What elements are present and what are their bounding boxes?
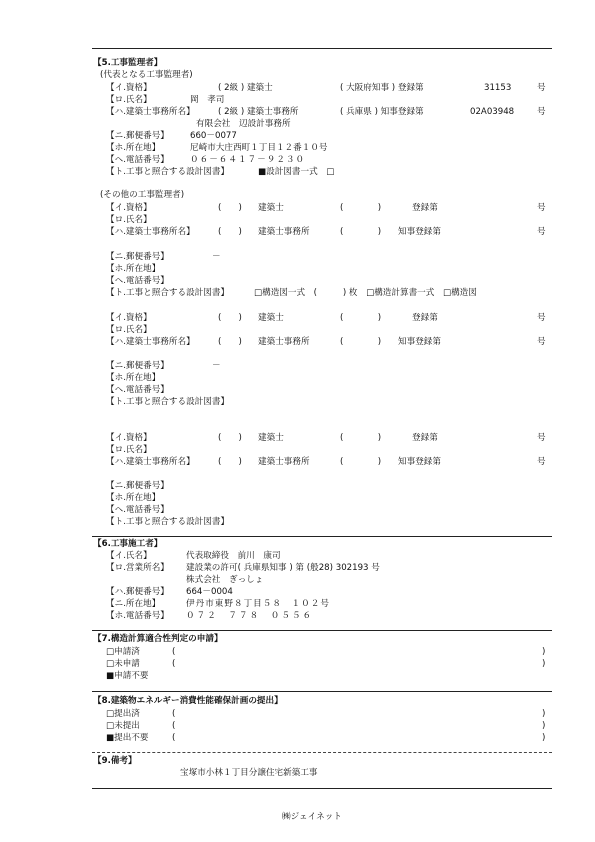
b4-office-type: 建築士事務所: [258, 457, 310, 467]
b3-qual-type: 建築士: [258, 313, 284, 323]
s6-biz-label: 【ロ.営業所名】: [106, 563, 169, 573]
s8-paren-close-1: ): [542, 709, 546, 719]
s7-paren-open-1: (: [172, 647, 176, 657]
b3-docs-label: 【ト.工事と照合する設計図書】: [106, 397, 230, 407]
b4-office-unit: 号: [537, 457, 546, 467]
s8-option-not-submitted: □未提出: [106, 721, 140, 731]
b2-qual-label: 【イ.資格】: [106, 203, 152, 213]
rep-name-value: 岡 孝司: [190, 95, 225, 105]
s8-paren-open-2: (: [172, 721, 176, 731]
s8-paren-open-1: (: [172, 709, 176, 719]
section8-heading: 【8.建築物エネルギー消費性能確保計画の提出】: [93, 696, 283, 706]
b2-docs-value: □構造図一式 ( ) 枚 □構造計算書一式 □構造図: [254, 288, 477, 298]
section7-heading: 【7.構造計算適合性判定の申請】: [93, 634, 223, 644]
b3-addr-label: 【ホ.所在地】: [106, 373, 161, 383]
b4-office-reg: 知事登録第: [398, 457, 441, 467]
b3-office-paren: ( ): [218, 337, 242, 347]
b2-office-pref-paren: ( ): [340, 227, 382, 237]
footer-company: ㈱ジェイネット: [282, 812, 342, 822]
rep-qual-unit: 号: [537, 83, 546, 93]
b3-zip-value: －: [212, 361, 221, 371]
b2-qual-reg: 登録第: [412, 203, 438, 213]
b2-qual-paren: ( ): [218, 203, 242, 213]
s7-paren-close-2: ): [542, 659, 546, 669]
section6-heading: 【6.工事施工者】: [93, 539, 163, 549]
s8-option-unnecessary: ■提出不要: [106, 733, 149, 743]
s6-addr-value: 伊丹市東野８丁目５８ １０２号: [186, 599, 330, 609]
b3-zip-label: 【ニ.郵便番号】: [106, 361, 169, 371]
s6-tel-value: ０７２ ７７８ ０５５６: [186, 611, 314, 621]
b2-office-reg: 知事登録第: [398, 227, 441, 237]
rep-office-number: 02A03948: [470, 107, 515, 117]
b2-office-type: 建築士事務所: [258, 227, 310, 237]
b2-qual-reg-paren: ( ): [340, 203, 382, 213]
b3-qual-label: 【イ.資格】: [106, 313, 152, 323]
rep-name-label: 【ロ.氏名】: [106, 95, 152, 105]
b3-office-label: 【ハ.建築士事務所名】: [106, 337, 195, 347]
b3-qual-reg: 登録第: [412, 313, 438, 323]
section9-rule: [92, 752, 552, 753]
section5-heading: 【5.工事監理者】: [93, 58, 163, 68]
b4-office-pref-paren: ( ): [340, 457, 382, 467]
s8-paren-open-3: (: [172, 733, 176, 743]
section7-rule: [92, 630, 552, 631]
b4-qual-paren: ( ): [218, 433, 242, 443]
b2-zip-value: －: [212, 252, 221, 262]
rep-zip-value: 660－0077: [190, 131, 237, 141]
b2-qual-type: 建築士: [258, 203, 284, 213]
b4-name-label: 【ロ.氏名】: [106, 445, 152, 455]
rep-office-grade: ( 2級 ) 建築士事務所: [218, 107, 299, 117]
b2-office-label: 【ハ.建築士事務所名】: [106, 227, 195, 237]
b2-name-label: 【ロ.氏名】: [106, 215, 152, 225]
s6-addr-label: 【ニ.所在地】: [106, 599, 161, 609]
b4-qual-reg-paren: ( ): [340, 433, 382, 443]
rep-addr-label: 【ホ.所在地】: [106, 143, 161, 153]
rep-office-label: 【ハ.建築士事務所名】: [106, 107, 195, 117]
rep-office-unit: 号: [537, 107, 546, 117]
b4-tel-label: 【ヘ.電話番号】: [106, 505, 169, 515]
rep-qual-grade: ( 2級 ) 建築士: [218, 83, 273, 93]
s8-paren-close-2: ): [542, 721, 546, 731]
s8-option-submitted: □提出済: [106, 709, 140, 719]
s8-paren-close-3: ): [542, 733, 546, 743]
b2-office-unit: 号: [537, 227, 546, 237]
s6-biz-company: 株式会社 ぎっしょ: [186, 575, 264, 585]
b4-office-label: 【ハ.建築士事務所名】: [106, 457, 195, 467]
top-rule: [92, 48, 552, 49]
b3-office-reg: 知事登録第: [398, 337, 441, 347]
b2-tel-label: 【ヘ.電話番号】: [106, 276, 169, 286]
bottom-rule: [92, 788, 552, 789]
s6-tel-label: 【ホ.電話番号】: [106, 611, 169, 621]
b4-qual-unit: 号: [537, 433, 546, 443]
b4-qual-label: 【イ.資格】: [106, 433, 152, 443]
rep-docs-label: 【ト.工事と照合する設計図書】: [106, 167, 230, 177]
b2-qual-unit: 号: [537, 203, 546, 213]
b4-qual-reg: 登録第: [412, 433, 438, 443]
rep-tel-label: 【ヘ.電話番号】: [106, 155, 169, 165]
b4-office-paren: ( ): [218, 457, 242, 467]
section9-heading: 【9.備考】: [93, 756, 137, 766]
b2-zip-label: 【ニ.郵便番号】: [106, 252, 169, 262]
rep-addr-value: 尼崎市大庄西町１丁目１２番１０号: [190, 143, 328, 153]
s7-paren-close-1: ): [542, 647, 546, 657]
s6-name-value: 代表取締役 前川 康司: [186, 551, 281, 561]
b3-qual-paren: ( ): [218, 313, 242, 323]
b4-qual-type: 建築士: [258, 433, 284, 443]
b2-office-paren: ( ): [218, 227, 242, 237]
b3-tel-label: 【ヘ.電話番号】: [106, 385, 169, 395]
s7-option-unnecessary: ■申請不要: [106, 671, 149, 681]
section8-rule: [92, 691, 552, 692]
rep-tel-value: ０６－６４１７－９２３０: [190, 155, 306, 165]
rep-qual-label: 【イ.資格】: [106, 83, 152, 93]
b3-office-pref-paren: ( ): [340, 337, 382, 347]
s6-name-label: 【イ.氏名】: [106, 551, 152, 561]
b4-addr-label: 【ホ.所在地】: [106, 493, 161, 503]
s6-zip-value: 664－0004: [186, 587, 233, 597]
rep-docs-value: ■設計図書一式 □: [258, 167, 335, 177]
s6-zip-label: 【ハ.郵便番号】: [106, 587, 169, 597]
b3-qual-unit: 号: [537, 313, 546, 323]
b4-zip-label: 【ニ.郵便番号】: [106, 481, 169, 491]
s6-biz-value: 建設業の許可( 兵庫県知事 ) 第 (般28) 302193 号: [186, 563, 380, 573]
b3-office-type: 建築士事務所: [258, 337, 310, 347]
s7-paren-open-2: (: [172, 659, 176, 669]
rep-office-pref: ( 兵庫県 ) 知事登録第: [340, 107, 424, 117]
rep-office-company: 有限会社 辺設計事務所: [196, 119, 291, 129]
rep-qual-number: 31153: [484, 83, 512, 93]
b3-name-label: 【ロ.氏名】: [106, 325, 152, 335]
b4-docs-label: 【ト.工事と照合する設計図書】: [106, 517, 230, 527]
s7-option-not-applied: □未申請: [106, 659, 140, 669]
b2-addr-label: 【ホ.所在地】: [106, 264, 161, 274]
b3-office-unit: 号: [537, 337, 546, 347]
other-supervisor-label: (その他の工事監理者): [100, 190, 185, 200]
rep-zip-label: 【ニ.郵便番号】: [106, 131, 169, 141]
b3-qual-reg-paren: ( ): [340, 313, 382, 323]
section6-rule: [92, 536, 552, 537]
rep-qual-registry: ( 大阪府知事 ) 登録第: [340, 83, 424, 93]
s9-remarks-value: 宝塚市小林１丁目分譲住宅新築工事: [180, 768, 318, 778]
s7-option-applied: □申請済: [106, 647, 140, 657]
rep-supervisor-label: (代表となる工事監理者): [100, 70, 193, 80]
b2-docs-label: 【ト.工事と照合する設計図書】: [106, 288, 230, 298]
